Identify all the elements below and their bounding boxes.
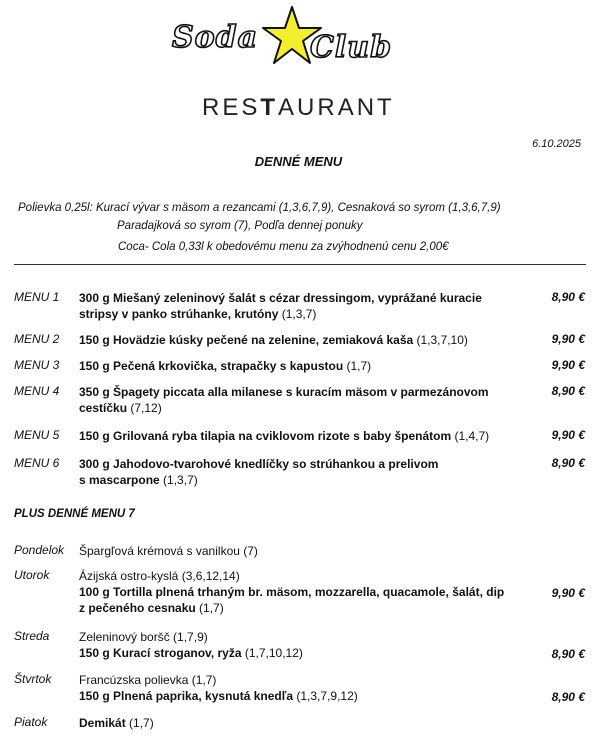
menu-label: MENU 1 bbox=[14, 290, 60, 304]
day-dishes: Francúzska polievka (1,7) 150 g Plnená paprika, kysnutá knedľa (1,3,7,9,12) bbox=[79, 673, 358, 703]
day-label: Štvrtok bbox=[14, 672, 52, 686]
day-dishes: Zeleninový boršč (1,7,9) 150 g Kurací stroganov, ryža (1,7,10,12) bbox=[79, 630, 303, 660]
drink-offer: Coca- Cola 0,33l k obedovému menu za zvýhodnenú cenu 2,00€ bbox=[118, 241, 449, 253]
soup-line: Paradajková so syrom (7), Podľa dennej ponuky bbox=[117, 220, 363, 232]
divider bbox=[14, 264, 586, 265]
logo-script-soda: Soda bbox=[172, 20, 259, 55]
menu-label: MENU 4 bbox=[14, 384, 60, 398]
menu-price: 9,90 € bbox=[551, 428, 585, 442]
day-dishes: Ázijská ostro-kyslá (3,6,12,14) 100 g Tortilla plnená trhaným br. mäsom, mozzarella, quacamole, šalát, dip z pečeného cesnaku (1,7) bbox=[79, 569, 505, 615]
menu-price: 8,90 € bbox=[551, 384, 585, 398]
day-label: Streda bbox=[14, 629, 50, 643]
menu-price: 8,90 € bbox=[551, 290, 585, 304]
logo-script-club: Club bbox=[310, 30, 393, 65]
menu-description: 150 g Pečená krkovička, strapačky s kapustou (1,7) bbox=[79, 359, 372, 373]
plus-menu-title: PLUS DENNÉ MENU 7 bbox=[14, 508, 135, 520]
menu-label: MENU 5 bbox=[14, 428, 60, 442]
soup-line: Polievka 0,25l: Kurací vývar s mäsom a rezancami (1,3,6,7,9), Cesnaková so syrom (1,3,6,7,9) bbox=[18, 202, 501, 214]
day-label: Utorok bbox=[14, 568, 50, 582]
day-soup: Špargľová krémová s vanilkou (7) bbox=[79, 544, 258, 558]
menu-description: 150 g Hovädzie kúsky pečené na zelenine, zemiaková kaša (1,3,7,10) bbox=[79, 333, 468, 347]
menu-label: MENU 3 bbox=[14, 358, 60, 372]
menu-price: 8,90 € bbox=[551, 647, 585, 661]
menu-price: 8,90 € bbox=[551, 690, 585, 704]
menu-description: 300 g Jahodovo-tvarohové knedlíčky so strúhankou a prelivom s mascarpone (1,3,7) bbox=[79, 457, 439, 487]
menu-description: 150 g Grilovaná ryba tilapia na cviklovom rizote s baby špenátom (1,4,7) bbox=[79, 429, 490, 443]
menu-price: 9,90 € bbox=[551, 358, 585, 372]
restaurant-wordmark: RESTAURANT bbox=[202, 94, 395, 121]
day-label: Piatok bbox=[14, 715, 48, 729]
menu-price: 9,90 € bbox=[551, 332, 585, 346]
day-label: Pondelok bbox=[14, 543, 65, 557]
menu-date: 6.10.2025 bbox=[532, 138, 581, 150]
menu-price: 9,90 € bbox=[551, 586, 585, 600]
day-soup: Demikát (1,7) bbox=[79, 716, 154, 730]
menu-description: 300 g Miešaný zeleninový šalát s cézar dressingom, vyprážané kuracie stripsy v panko strúhanke, krutóny (1,3,7) bbox=[79, 291, 482, 321]
menu-label: MENU 2 bbox=[14, 332, 60, 346]
menu-label: MENU 6 bbox=[14, 456, 60, 470]
menu-price: 8,90 € bbox=[551, 456, 585, 470]
menu-description: 350 g Špagety piccata alla milanese s kuracím mäsom v parmezánovom cestíčku (7,12) bbox=[79, 385, 489, 415]
page-title: DENNÉ MENU bbox=[254, 154, 343, 169]
soda-club-logo bbox=[160, 2, 420, 88]
